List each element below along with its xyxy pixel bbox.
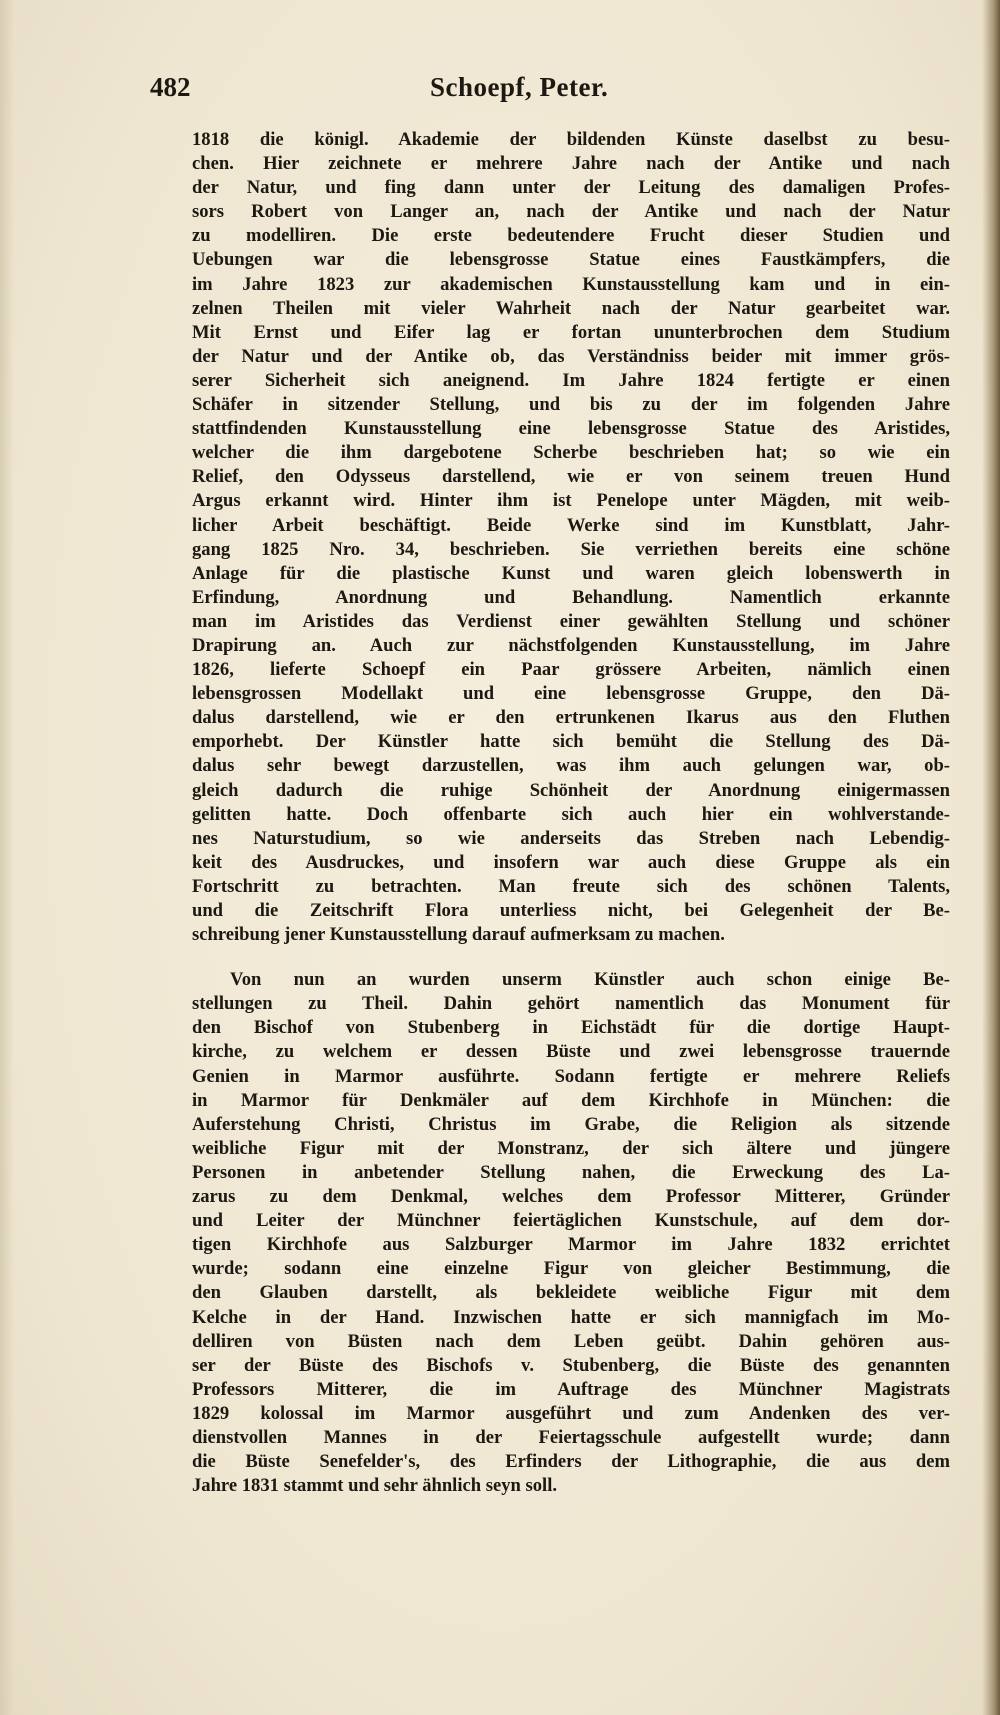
page-left-edge [0,0,14,1715]
text-line: gleich dadurch die ruhige Schönheit der Anordnung einigermassen [192,779,950,801]
text-line: delliren von Büsten nach dem Leben geübt. Dahin gehören aus- [192,1330,950,1352]
text-line: kirche, zu welchem er dessen Büste und zwei lebensgrosse trauernde [192,1041,950,1063]
text-line: Schäfer in sitzender Stellung, und bis zu der im folgenden Jahre [192,394,950,416]
text-line: in Marmor für Denkmäler auf dem Kirchhofe in München: die [192,1089,950,1111]
text-line: gang 1825 Nro. 34, beschrieben. Sie verriethen bereits eine schöne [192,538,950,560]
body-text [192,128,950,1498]
text-line: Auferstehung Christi, Christus im Grabe, die Religion als sitzende [192,1113,950,1135]
text-line: nes Naturstudium, so wie anderseits das Streben nach Lebendig- [192,827,950,849]
running-title: Schoepf, Peter. [430,72,609,102]
text-line: gelitten hatte. Doch offenbarte sich auch hier ein wohlverstande- [192,803,950,825]
text-line: der Natur und der Antike ob, das Verständniss beider mit immer grös- [192,345,950,367]
text-line: zelnen Theilen mit vieler Wahrheit nach der Natur gearbeitet war. [192,297,950,319]
text-line: stattfindenden Kunstausstellung eine lebensgrosse Statue des Aristides, [192,418,950,440]
text-line: zarus zu dem Denkmal, welches dem Professor Mitterer, Gründer [192,1186,950,1208]
text-line: den Glauben darstellt, als bekleidete weibliche Figur mit dem [192,1282,950,1304]
text-line: Genien in Marmor ausführte. Sodann fertigte er mehrere Reliefs [192,1065,950,1087]
text-line: Von nun an wurden unserm Künstler auch schon einige Be- [230,969,950,991]
text-line: tigen Kirchhofe aus Salzburger Marmor im Jahre 1832 errichtet [192,1234,950,1256]
page-right-edge [982,0,1000,1715]
text-line: keit des Ausdruckes, und insofern war auch diese Gruppe als ein [192,851,950,873]
paragraph-1 [192,128,950,947]
text-line: Uebungen war die lebensgrosse Statue eines Faustkämpfers, die [192,249,950,271]
paragraph-gap [192,947,950,968]
text-line: Argus erkannt wird. Hinter ihm ist Penelope unter Mägden, mit weib- [192,490,950,512]
text-line: Fortschritt zu betrachten. Man freute sich des schönen Talents, [192,875,950,897]
text-line: sors Robert von Langer an, nach der Antike und nach der Natur [192,201,950,223]
text-line: Jahre 1831 stammt und sehr ähnlich seyn soll. [192,1475,558,1497]
text-line: den Bischof von Stubenberg in Eichstädt für die dortige Haupt- [192,1017,950,1039]
text-line: dienstvollen Mannes in der Feiertagsschule aufgestellt wurde; dann [192,1426,950,1448]
text-line: und die Zeitschrift Flora unterliess nicht, bei Gelegenheit der Be- [192,900,950,921]
text-line: lebensgrossen Modellakt und eine lebensgrosse Gruppe, den Dä- [192,683,950,705]
text-line: der Natur, und fing dann unter der Leitung des damaligen Profes- [192,177,950,199]
text-line: man im Aristides das Verdienst einer gewählten Stellung und schöner [192,610,950,632]
text-line: schreibung jener Kunstausstellung darauf aufmerksam zu machen. [192,924,725,946]
text-line: Drapirung an. Auch zur nächstfolgenden Kunstausstellung, im Jahre [192,634,950,656]
text-line: Mit Ernst und Eifer lag er fortan ununterbrochen dem Studium [192,321,950,343]
paragraph-2 [192,968,950,1498]
text-line: im Jahre 1823 zur akademischen Kunstausstellung kam und in ein- [192,273,950,295]
text-line: Professors Mitterer, die im Auftrage des Münchner Magistrats [192,1378,950,1400]
text-line: 1829 kolossal im Marmor ausgeführt und zum Andenken des ver- [192,1402,950,1424]
text-line: chen. Hier zeichnete er mehrere Jahre nach der Antike und nach [192,153,950,175]
text-line: die Büste Senefelder's, des Erfinders der Lithographie, die aus dem [192,1451,950,1473]
text-line: Kelche in der Hand. Inzwischen hatte er sich mannigfach im Mo- [192,1306,950,1328]
text-line: Erfindung, Anordnung und Behandlung. Namentlich erkannte [192,586,950,608]
text-line: stellungen zu Theil. Dahin gehört namentlich das Monument für [192,993,950,1015]
text-line: licher Arbeit beschäftigt. Beide Werke sind im Kunstblatt, Jahr- [192,514,950,536]
text-line: und Leiter der Münchner feiertäglichen Kunstschule, auf dem dor- [192,1210,950,1232]
text-line: Anlage für die plastische Kunst und waren gleich lobenswerth in [192,562,950,584]
text-line: serer Sicherheit sich aneignend. Im Jahre 1824 fertigte er einen [192,369,950,391]
text-line: weibliche Figur mit der Monstranz, der sich ältere und jüngere [192,1137,950,1159]
text-line: 1826, lieferte Schoepf ein Paar grössere Arbeiten, nämlich einen [192,659,950,681]
text-line: dalus sehr bewegt darzustellen, was ihm auch gelungen war, ob- [192,755,950,777]
text-line: dalus darstellend, wie er den ertrunkenen Ikarus aus den Fluthen [192,707,950,729]
text-line: 1818 die königl. Akademie der bildenden Künste daselbst zu besu- [192,129,950,150]
text-line: wurde; sodann eine einzelne Figur von gleicher Bestimmung, die [192,1258,950,1280]
page-header [150,72,950,112]
page-number: 482 [150,72,191,102]
text-line: ser der Büste des Bischofs v. Stubenberg, die Büste des genannten [192,1354,950,1376]
text-line: Personen in anbetender Stellung nahen, die Erweckung des La- [192,1161,950,1183]
text-line: Relief, den Odysseus darstellend, wie er von seinem treuen Hund [192,466,950,488]
text-line: zu modelliren. Die erste bedeutendere Frucht dieser Studien und [192,225,950,247]
text-line: welcher die ihm dargebotene Scherbe beschrieben hat; so wie ein [192,442,950,464]
text-line: emporhebt. Der Künstler hatte sich bemüht die Stellung des Dä- [192,731,950,753]
